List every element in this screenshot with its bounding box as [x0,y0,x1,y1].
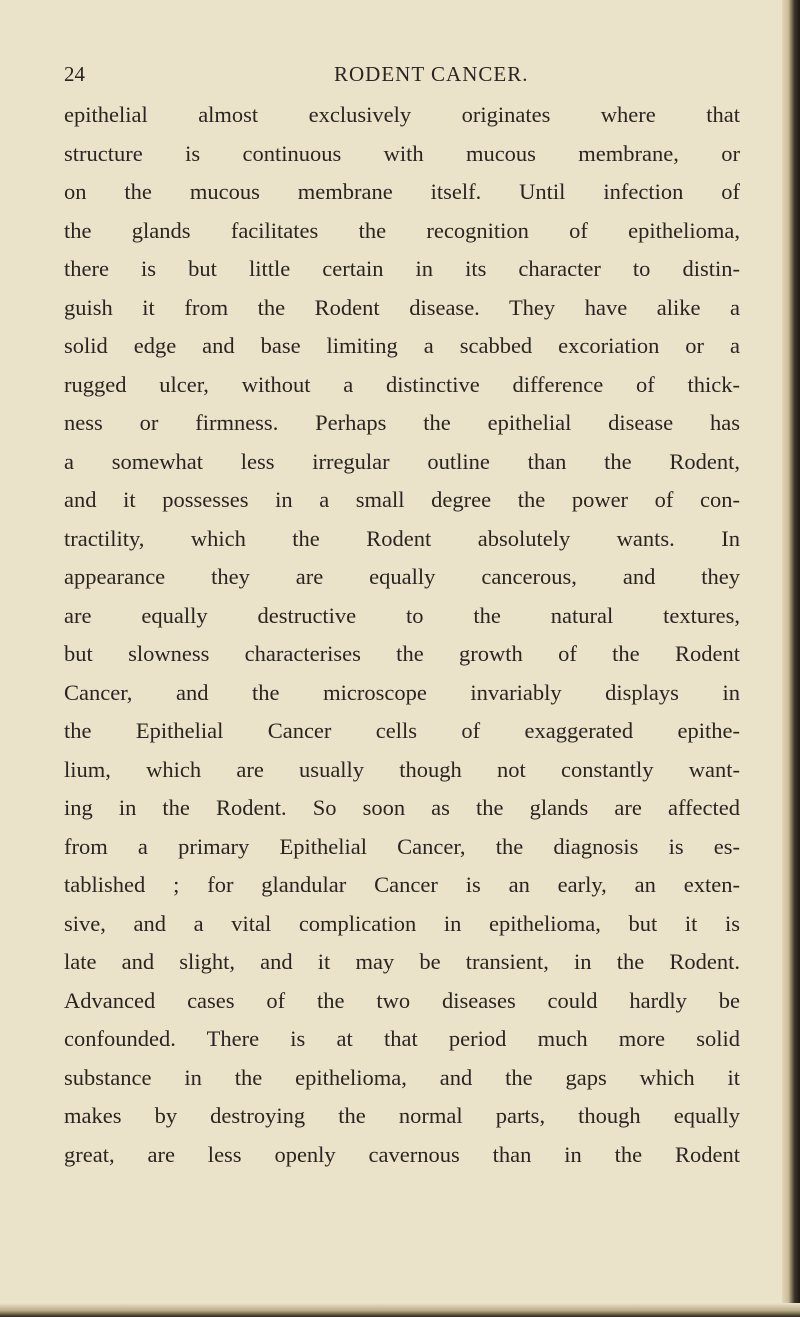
text-line: tablished ; for glandular Cancer is an early, an exten- [64,872,740,897]
running-title: RODENT CANCER. [334,62,529,86]
text-line: epithelial almost exclusively originates where that [64,102,740,127]
text-line: Cancer, and the microscope invariably displays in [64,679,740,705]
text-line: appearance they are equally cancerous, and they [64,564,740,589]
text-line: tractility, which the Rodent absolutely wants. In [64,525,740,551]
text-line: ness or firmness. Perhaps the epithelial disease has [64,410,740,435]
text-line: and it possesses in a small degree the power of con- [64,487,740,512]
text-line: great, are less openly cavernous than in the Rodent [64,1141,740,1167]
text-line: makes by destroying the normal parts, though equally [64,1103,740,1128]
book-spine-shadow [782,0,800,1317]
text-line: solid edge and base limiting a scabbed excoriation or a [64,333,740,358]
text-line: substance in the epithelioma, and the gaps which it [64,1064,740,1090]
text-line: structure is continuous with mucous membrane, or [64,140,740,166]
running-head [64,62,744,92]
text-line: the Epithelial Cancer cells of exaggerated epithe- [64,718,740,743]
body-text [64,96,740,1174]
text-line: Advanced cases of the two diseases could hardly be [64,987,740,1013]
text-line: rugged ulcer, without a distinctive difference of thick- [64,371,740,397]
text-line: the glands facilitates the recognition of epithelioma, [64,217,740,243]
page-bottom-edge [0,1303,800,1317]
text-line: guish it from the Rodent disease. They have alike a [64,294,740,320]
text-line: a somewhat less irregular outline than the Rodent, [64,448,740,474]
text-line: from a primary Epithelial Cancer, the diagnosis is es- [64,833,740,859]
text-line: there is but little certain in its character to distin- [64,256,740,281]
page-number: 24 [64,62,85,86]
text-line: late and slight, and it may be transient, in the Rodent. [64,949,740,974]
text-line: confounded. There is at that period much more solid [64,1026,740,1051]
text-line: ing in the Rodent. So soon as the glands are affected [64,795,740,820]
text-line: are equally destructive to the natural textures, [64,602,740,628]
text-line: but slowness characterises the growth of the Rodent [64,641,740,666]
text-line: on the mucous membrane itself. Until infection of [64,179,740,204]
text-line: lium, which are usually though not constantly want- [64,756,740,782]
text-line: sive, and a vital complication in epithelioma, but it is [64,910,740,936]
